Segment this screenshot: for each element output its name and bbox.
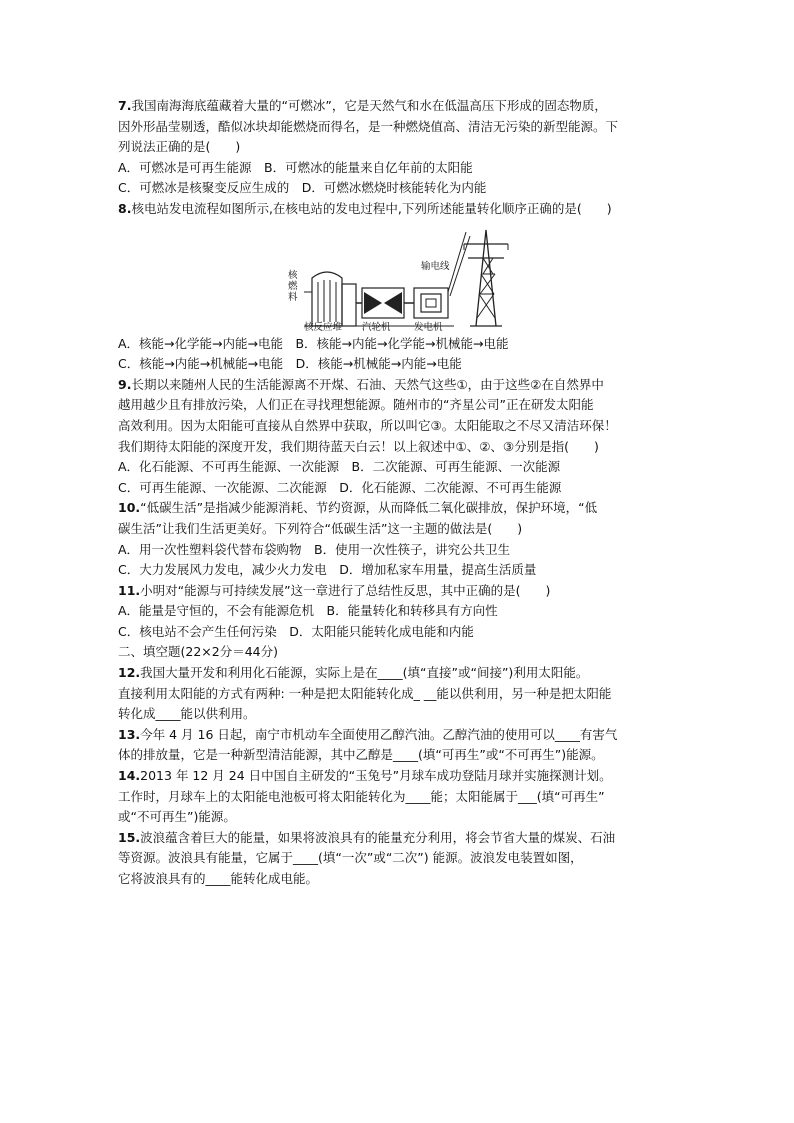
q8-number: 8. (118, 200, 132, 216)
q15-line-2: 等资源。波浪具有能量，它属于____(填“一次”或“二次”) 能源。波浪发电装置如图， (118, 850, 583, 866)
q8-option-cd: C．核能→内能→机械能→电能 D．核能→机械能→内能→电能 (118, 356, 462, 372)
q9-number: 9. (118, 376, 132, 392)
fuel-label-char-3: 料 (288, 291, 298, 303)
q9-line-4: 我们期待太阳能的深度开发，我们期待蓝天白云！以上叙述中①、②、③分别是指( ) (118, 438, 599, 454)
q12-line-1 (118, 663, 688, 684)
q8-stem: 核电站发电流程如图所示,在核电站的发电过程中,下列所述能量转化顺序正确的是( ) (131, 200, 612, 216)
q9-line-2: 越用越少且有排放污染，人们正在寻找理想能源。随州市的“齐星公司”正在研发太阳能 (118, 397, 594, 413)
q12-text-1: 我国大量开发和利用化石能源，实际上是在____(填“直接”或“间接”)利用太阳能。 (140, 665, 589, 681)
nuclear-plant-figure (284, 222, 514, 334)
q12-line-3: 转化成____能以供利用。 (118, 706, 256, 722)
turbine-label: 汽轮机 (362, 321, 391, 333)
q14-number: 14. (118, 768, 141, 784)
q10-line-2: 碳生活”让我们生活更美好。下列符合“低碳生活”这一主题的做法是( ) (118, 520, 523, 536)
q11-number: 11. (118, 582, 141, 598)
q12-number: 12. (118, 665, 141, 681)
q10-option-ab: A．用一次性塑料袋代替布袋购物 B．使用一次性筷子，讲究公共卫生 (118, 541, 511, 557)
q14-line-3: 或“不可再生”)能源。 (118, 809, 236, 825)
q8-line-1 (118, 199, 688, 220)
q14-line-2: 工作时，月球车上的太阳能电池板可将太阳能转化为____能；太阳能属于___(填“可再生” (118, 788, 605, 804)
q11-stem: 小明对“能源与可持续发展”这一章进行了总结性反思，其中正确的是( ) (140, 582, 551, 598)
q13-text-1: 今年 4 月 16 日起，南宁市机动车全面使用乙醇汽油。乙醇汽油的使用可以____有害气 (140, 726, 618, 742)
q9-line-1 (118, 375, 688, 396)
q7-line-1 (118, 96, 688, 117)
q10-number: 10. (118, 500, 141, 516)
fuel-label-char-2: 燃 (288, 280, 298, 292)
q15-text-1: 波浪蕴含着巨大的能量，如果将波浪具有的能量充分利用，将会节省大量的煤炭、石油 (140, 829, 616, 845)
q15-line-1 (118, 828, 688, 849)
q7-option-cd: C．可燃冰是核聚变反应生成的 D．可燃冰燃烧时核能转化为内能 (118, 180, 487, 196)
q7-text-1: 我国南海海底蕴藏着大量的“可燃冰”，它是天然气和水在低温高压下形成的固态物质， (131, 98, 607, 113)
reactor-label: 核反应堆 (304, 321, 343, 333)
q13-line-2: 体的排放量，它是一种新型清洁能源，其中乙醇是____(填“可再生”或“不可再生”)能源。 (118, 747, 604, 763)
worksheet-page (118, 96, 688, 890)
generator-label: 发电机 (414, 321, 443, 333)
nuclear-plant-diagram (118, 222, 688, 334)
fuel-label-char-1: 核 (288, 269, 298, 281)
q15-number: 15. (118, 829, 141, 845)
q9-option-cd: C．可再生能源、一次能源、二次能源 D．化石能源、二次能源、不可再生能源 (118, 479, 562, 495)
q9-option-ab: A．化石能源、不可再生能源、一次能源 B．二次能源、可再生能源、一次能源 (118, 459, 561, 475)
q11-option-cd: C．核电站不会产生任何污染 D．太阳能只能转化成电能和内能 (118, 623, 474, 639)
section-2-heading: 二、填空题(22×2分＝44分) (118, 644, 278, 660)
q7-line-2: 因外形晶莹剔透，酷似冰块却能燃烧而得名，是一种燃烧值高、清洁无污染的新型能源。下 (118, 118, 619, 134)
q14-line-1 (118, 766, 688, 787)
power-line-label: 输电线 (421, 260, 450, 272)
q13-number: 13. (118, 726, 141, 742)
q15-line-3: 它将波浪具有的____能转化成电能。 (118, 871, 319, 886)
q14-text-1: 2013 年 12 月 24 日中国自主研发的“玉兔号”月球车成功登陆月球并实施探测计划。 (140, 768, 612, 784)
q10-text-1: “低碳生活”是指减少能源消耗、节约资源，从而降低二氧化碳排放，保护环境，“低 (140, 500, 598, 516)
q11-option-ab: A．能量是守恒的，不会有能源危机 B．能量转化和转移具有方向性 (118, 603, 498, 619)
q7-option-ab: A．可燃冰是可再生能源 B．可燃冰的能量来自亿年前的太阳能 (118, 159, 473, 175)
q8-option-ab: A．核能→化学能→内能→电能 B．核能→内能→化学能→机械能→电能 (118, 335, 509, 351)
q10-line-1 (118, 498, 688, 519)
fuel-label (288, 270, 298, 303)
q7-number: 7. (118, 98, 132, 113)
q13-line-1 (118, 725, 688, 746)
q9-line-3: 高效利用。因为太阳能可直接从自然界中获取，所以叫它③。太阳能取之不尽又清洁环保！ (118, 417, 617, 433)
q9-text-1: 长期以来随州人民的生活能源离不开煤、石油、天然气这些①，由于这些②在自然界中 (131, 376, 604, 392)
q10-option-cd: C．大力发展风力发电，减少火力发电 D．增加私家车用量，提高生活质量 (118, 562, 537, 578)
q11-line-1 (118, 581, 688, 602)
q12-line-2: 直接利用太阳能的方式有两种: 一种是把太阳能转化成_ __能以供利用，另一种是把太阳能 (118, 685, 612, 701)
q7-line-3: 列说法正确的是( ) (118, 139, 241, 155)
